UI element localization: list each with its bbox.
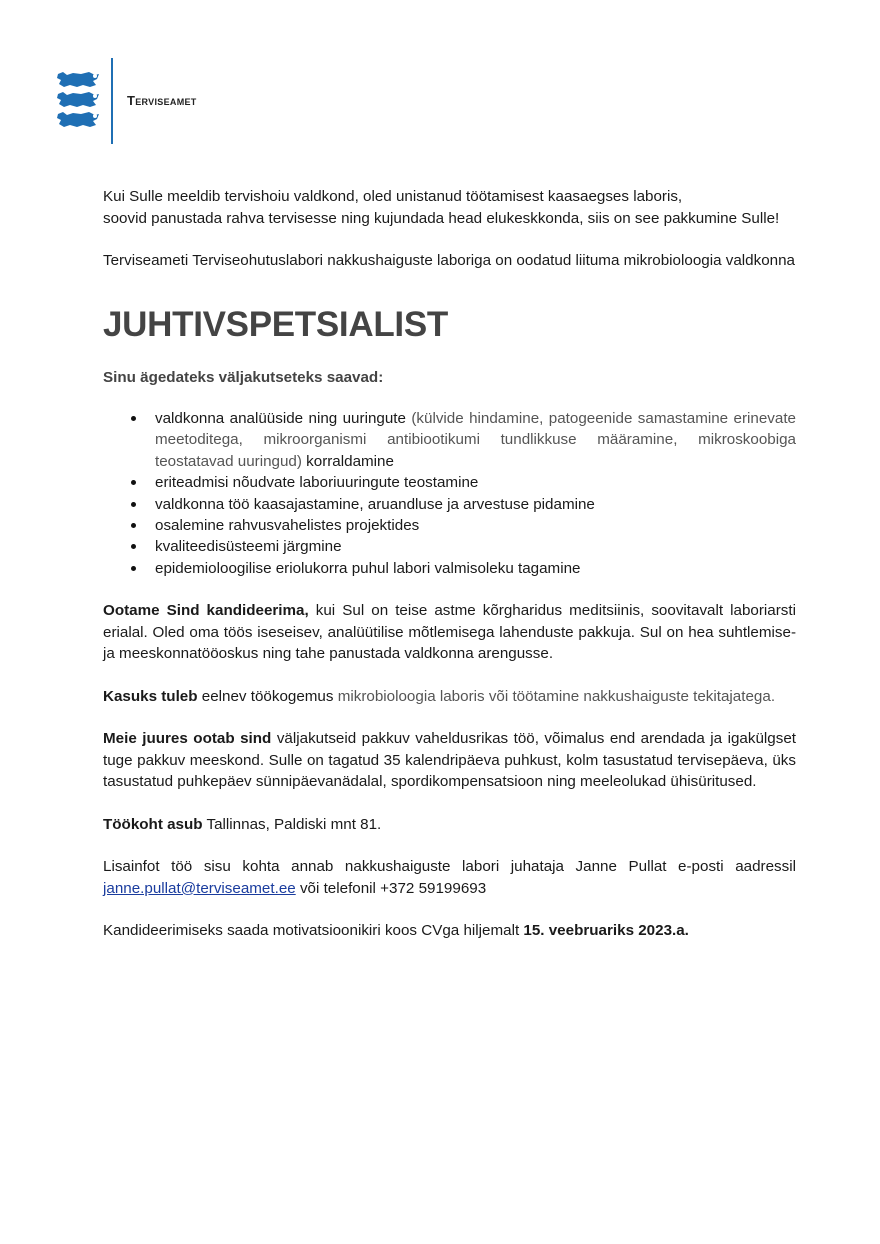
location-paragraph: Töökoht asub Tallinnas, Paldiski mnt 81.: [103, 815, 382, 833]
job-title: JUHTIVSPETSIALIST: [103, 304, 448, 344]
apply-paragraph: Kandideerimiseks saada motivatsioonikiri koos CVga hiljemalt 15. veebruariks 2023.a.: [103, 922, 689, 940]
application-deadline: 15. veebruariks 2023.a.: [523, 922, 689, 940]
bonus-paragraph: Kasuks tuleb eelnev töökogemus mikrobioloogia laboris või töötamine nakkushaiguste tekitajatega.: [103, 687, 776, 705]
list-item: epidemioloogilise eriolukorra puhul labori valmisoleku tagamine: [155, 558, 796, 579]
list-item: kvaliteedisüsteemi järgmine: [155, 536, 796, 557]
invite-paragraph: Terviseameti Terviseohutuslabori nakkushaiguste laboriga on oodatud liituma mikrobioloogia valdkonna: [103, 252, 795, 269]
location-lead: Töökoht asub: [103, 815, 203, 833]
logo-wordmark: Terviseamet: [127, 93, 197, 108]
logo-divider: [111, 58, 113, 144]
list-item: osalemine rahvusvahelistes projektides: [155, 515, 796, 536]
contact-email-link[interactable]: janne.pullat@terviseamet.ee: [103, 879, 296, 897]
three-lions-coat-of-arms-icon: [55, 70, 101, 132]
duties-heading: Sinu ägedateks väljakutseteks saavad:: [103, 368, 384, 386]
contact-paragraph: Lisainfot töö sisu kohta annab nakkushaiguste labori juhataja Janne Pullat e-posti aadressil janne.pullat@terviseamet.ee või telefonil +372 59199693: [103, 858, 796, 897]
offer-paragraph: Meie juures ootab sind väljakutseid pakkuv vaheldusrikas töö, võimalus end arendada ja igakülgset tuge pakkuv meeskond. Sulle on tagatud 35 kalendripäeva puhkust, kolm tasustatud tervisepäeva, üks tasustatud puhkepäev sünnipäevanädalal, spordikompensatsioon ning meeleolukad ühisüritused.: [103, 730, 796, 791]
intro-paragraph: [103, 186, 796, 229]
intro-line-2: soovid panustada rahva tervisesse ning kujundada head elukeskkonda, siis on see pakkumine Sulle!: [103, 209, 780, 227]
bonus-lead: Kasuks tuleb: [103, 687, 198, 705]
offer-lead: Meie juures ootab sind: [103, 730, 272, 748]
duties-list: [103, 408, 796, 579]
list-item: valdkonna analüüside ning uuringute (külvide hindamine, patogeenide samastamine erinevate meetoditega, mikroorganismi antibiootikumi tundlikkuse määramine, mikroskoobiga teostatavad uuringud) korraldamine: [155, 408, 796, 472]
terviseamet-logo: [55, 58, 225, 144]
list-item: eriteadmisi nõudvate laboriuuringute teostamine: [155, 472, 796, 493]
requirements-paragraph: Ootame Sind kandideerima, kui Sul on teise astme kõrgharidus meditsiinis, soovitavalt laboriarsti erialal. Oled oma töös iseseisev, analüütilise mõtlemisega lahenduste pakkuja. Sul on hea suhtlemise- ja meeskonnatööoskus ning tahe panustada valdkonna arengusse.: [103, 602, 796, 663]
job-ad-body: [103, 186, 796, 942]
intro-line-1: Kui Sulle meeldib tervishoiu valdkond, oled unistanud töötamisest kaasaegses laboris,: [103, 188, 683, 205]
list-item: valdkonna töö kaasajastamine, aruandluse ja arvestuse pidamine: [155, 494, 796, 515]
requirements-lead: Ootame Sind kandideerima,: [103, 602, 309, 620]
